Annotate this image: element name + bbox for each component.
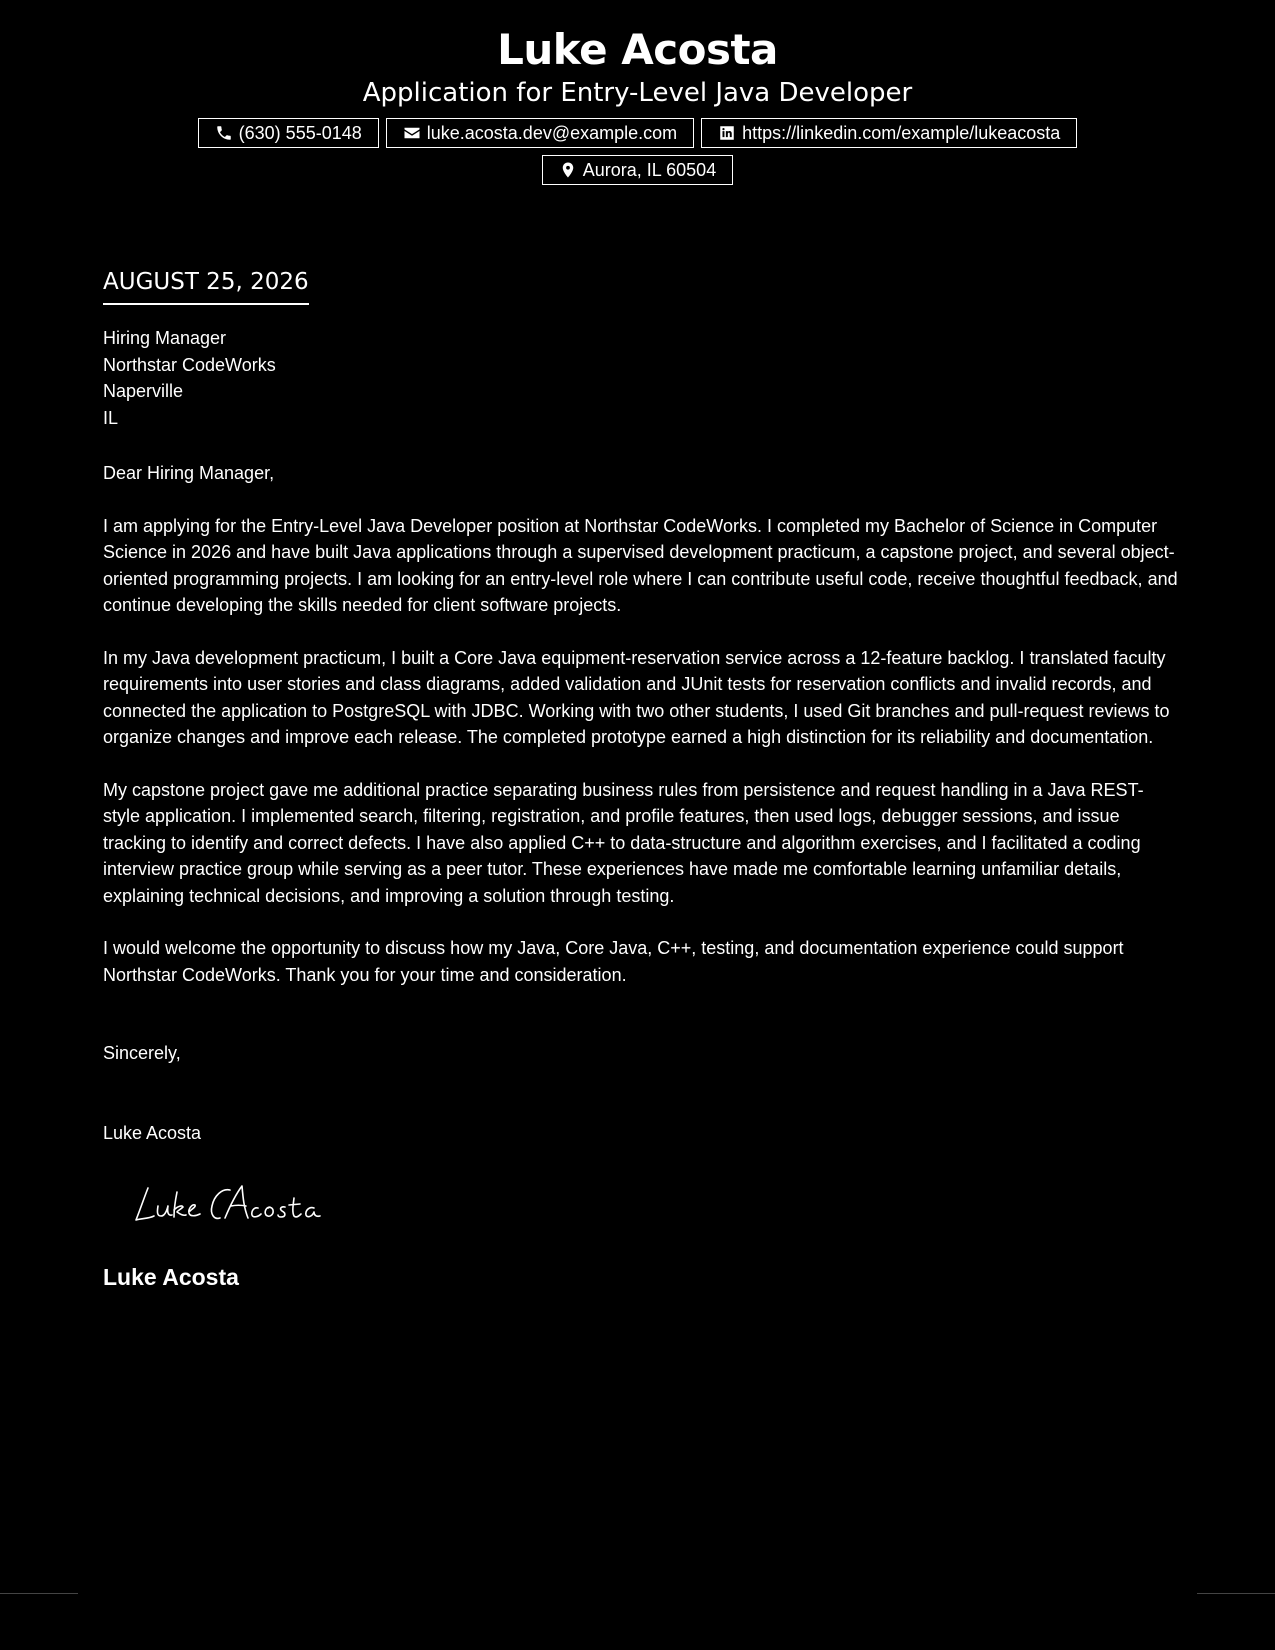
- linkedin-chip[interactable]: [701, 118, 1077, 148]
- handwritten-signature: [130, 1178, 340, 1228]
- footer-name: Luke Acosta: [103, 1264, 239, 1290]
- body-paragraph: I would welcome the opportunity to discuss how my Java, Core Java, C++, testing, and documentation experience could support Northstar CodeWorks. Thank you for your time and consideration.: [103, 938, 1124, 985]
- recipient-block: [103, 325, 276, 431]
- application-subtitle: Application for Entry-Level Java Developer: [362, 78, 913, 108]
- map-marker-icon: [559, 161, 577, 179]
- body-paragraph: I am applying for the Entry-Level Java Developer position at Northstar CodeWorks. I completed my Bachelor of Science in Computer Science in 2026 and have built Java applications through a supervised development practicum, a capstone project, and several object-oriented programming projects. I am looking for an entry-level role where I can contribute useful code, receive thoughtful feedback, and continue developing the skills needed for client software projects.: [103, 515, 1178, 615]
- applicant-name: Luke Acosta: [497, 25, 778, 74]
- printed-name: Luke Acosta: [103, 1123, 202, 1143]
- email-text[interactable]: luke.acosta.dev@example.com: [426, 123, 678, 143]
- recipient-line: Northstar CodeWorks: [103, 354, 276, 375]
- contact-row-location: [0, 155, 1275, 185]
- phone-icon: [215, 124, 233, 142]
- recipient-line: Naperville: [103, 381, 184, 401]
- footer-divider-right: [1197, 1593, 1275, 1594]
- email-chip[interactable]: [386, 118, 694, 148]
- letter-header: [0, 24, 1275, 185]
- letter-date: AUGUST 25, 2026: [103, 267, 309, 305]
- envelope-icon: [403, 124, 421, 142]
- linkedin-icon: [718, 124, 736, 142]
- linkedin-text[interactable]: https://linkedin.com/example/lukeacosta: [742, 123, 1061, 143]
- recipient-line: Hiring Manager: [103, 328, 227, 348]
- salutation: Dear Hiring Manager,: [103, 463, 275, 483]
- phone-text: (630) 555-0148: [238, 123, 362, 143]
- body-paragraph: In my Java development practicum, I built a Core Java equipment-reservation service across a 12-feature backlog. I translated faculty requirements into user stories and class diagrams, added validation and JUnit tests for reservation conflicts and invalid records, and connected the application to PostgreSQL with JDBC. Working with two other students, I used Git branches and pull-request reviews to organize changes and improve each release. The completed prototype earned a high distinction for its reliability and documentation.: [103, 647, 1170, 747]
- recipient-line: IL: [103, 407, 119, 428]
- letter-body: [103, 460, 1178, 1014]
- location-chip: [542, 155, 733, 185]
- location-text: Aurora, IL 60504: [582, 160, 717, 180]
- phone-chip: [198, 118, 379, 148]
- contact-row: [0, 118, 1275, 148]
- body-paragraph: My capstone project gave me additional practice separating business rules from persistence and request handling in a Java REST-style application. I implemented search, filtering, registration, and profile features, then used logs, debugger sessions, and issue tracking to identify and correct defects. I have also applied C++ to data-structure and algorithm exercises, and I facilitated a coding interview practice group while serving as a peer tutor. These experiences have made me comfortable learning unfamiliar details, explaining technical decisions, and improving a solution through testing.: [103, 779, 1144, 906]
- closing: Sincerely,: [103, 1043, 181, 1063]
- footer-divider-left: [0, 1593, 78, 1594]
